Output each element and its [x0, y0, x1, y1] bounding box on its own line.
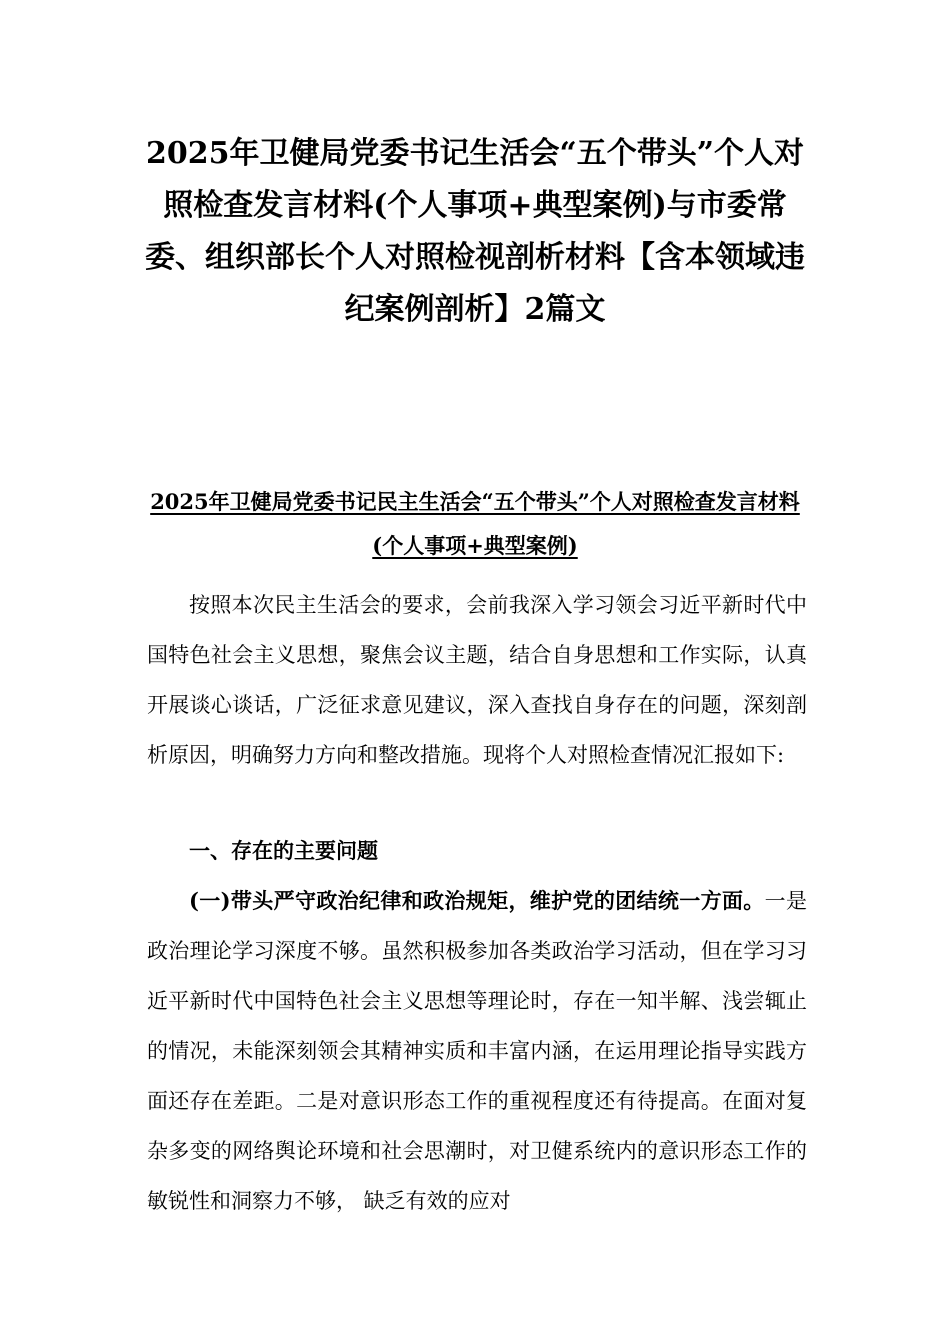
- document-title: 2025年卫健局党委书记生活会“五个带头”个人对照检查发言材料(个人事项+典型案例)与市委常委、组织部长个人对照检视剖析材料【含本领域违纪案例剖析】2篇文: [145, 136, 805, 327]
- issue-paragraph: 一是政治理论学习深度不够。虽然积极参加各类政治学习活动，但在学习习近平新时代中国特色社会主义思想等理论时，存在一知半解、浅尝辄止的情况，未能深刻领会其精神实质和丰富内涵，在运用理论指导实践方面还存在差距。二是对意识形态工作的重视程度还有待提高。在面对复杂多变的网络舆论环境和社会思潮时，对卫健系统内的意识形态工作的敏锐性和洞察力不够， 缺乏有效的应对: [147, 889, 808, 1213]
- section-title: 2025年卫健局党委书记民主生活会“五个带头”个人对照检查发言材料(个人事项+典型案例): [150, 489, 800, 558]
- intro-paragraph: 按照本次民主生活会的要求，会前我深入学习领会习近平新时代中国特色社会主义思想，聚焦会议主题，结合自身思想和工作实际，认真开展谈心谈话，广泛征求意见建议，深入查找自身存在的问题，深刻剖析原因，明确努力方向和整改措施。现将个人对照检查情况汇报如下:: [147, 593, 807, 767]
- issue-subheading: (一)带头严守政治纪律和政治规矩，维护党的团结统一方面。: [189, 888, 765, 913]
- heading-main-problems: 一、存在的主要问题: [189, 838, 378, 863]
- issue-section-1: [147, 876, 807, 1226]
